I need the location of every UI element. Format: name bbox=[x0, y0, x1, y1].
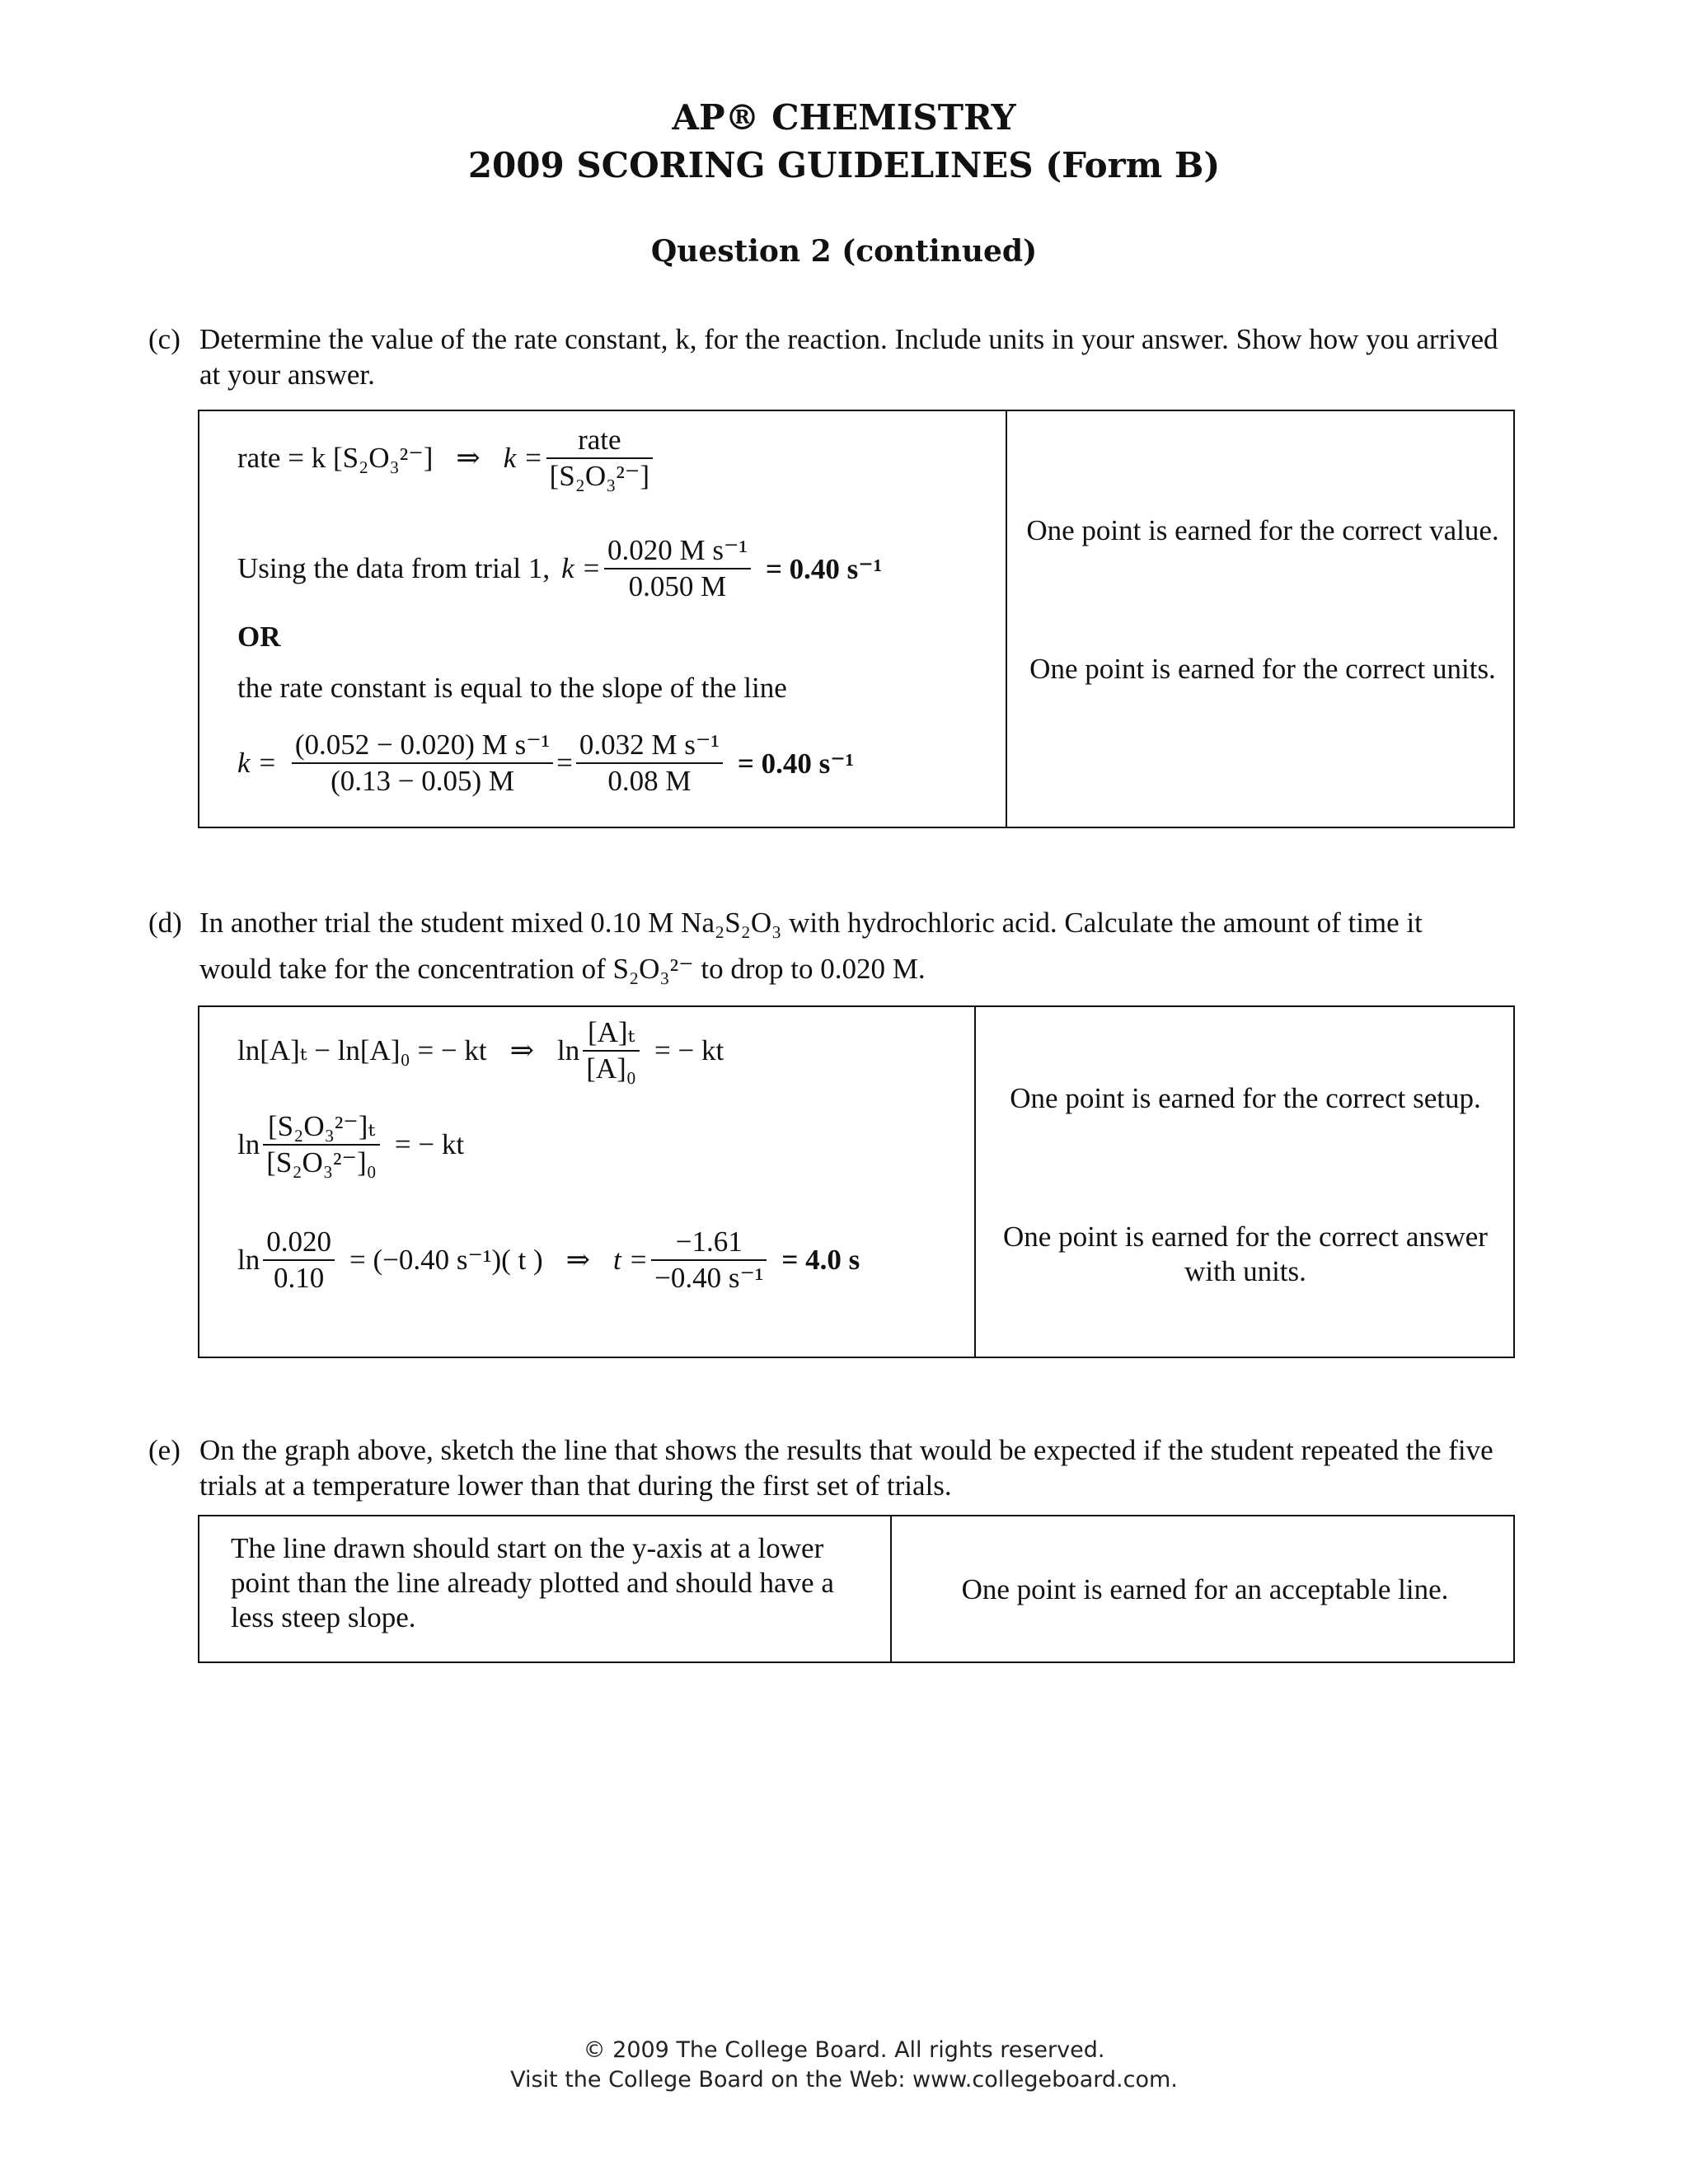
trial1-row bbox=[237, 533, 882, 604]
trial1-numerator: 0.020 M s⁻¹ bbox=[604, 533, 751, 569]
implies-arrow-3: ⇒ bbox=[565, 1244, 590, 1276]
slope-simplified-numerator: 0.032 M s⁻¹ bbox=[576, 728, 723, 764]
part-e-prompt bbox=[148, 1432, 1517, 1507]
part-e-label: (e) bbox=[148, 1434, 181, 1466]
question-heading: Question 2 (continued) bbox=[650, 234, 1038, 269]
part-d-prompt-line1: In another trial the student mixed 0.10 M Na₂S₂O₃ with hydrochloric acid. Calculate the amount of time it bbox=[199, 907, 1423, 939]
slope-numerator: (0.052 − 0.020) M s⁻¹ bbox=[292, 728, 553, 764]
rate-fraction bbox=[546, 423, 653, 494]
ln-3: ln bbox=[237, 1244, 260, 1276]
part-d-label: (d) bbox=[148, 907, 182, 939]
concentration-ratio-row bbox=[237, 1109, 464, 1180]
solve-time-row bbox=[237, 1225, 860, 1296]
page-subtitle: 2009 SCORING GUIDELINES (Form B) bbox=[467, 145, 1221, 185]
part-e-point: One point is earned for an acceptable line. bbox=[961, 1573, 1449, 1605]
k-equals-2: k = bbox=[561, 552, 601, 584]
slope-text: the rate constant is equal to the slope of the line bbox=[237, 672, 787, 704]
part-c-box bbox=[198, 410, 1515, 828]
slope-denominator: (0.13 − 0.05) M bbox=[331, 765, 514, 797]
part-d-divider bbox=[974, 1007, 976, 1357]
implies-arrow: ⇒ bbox=[456, 442, 481, 474]
ratio-numerator: [A]ₜ bbox=[583, 1015, 640, 1052]
ln-2: ln bbox=[237, 1128, 260, 1160]
slope-fraction bbox=[292, 728, 553, 799]
k-equals-3: k = bbox=[237, 747, 277, 779]
part-c-prompt bbox=[148, 321, 1517, 396]
ratio-denominator: [A]₀ bbox=[586, 1052, 637, 1085]
numeric-denominator: 0.10 bbox=[273, 1262, 325, 1294]
integrated-law: ln[A]ₜ − ln[A]₀ = − kt bbox=[237, 1034, 487, 1066]
part-d-point-1: One point is earned for the correct setup. bbox=[1010, 1082, 1481, 1114]
part-c-label: (c) bbox=[148, 323, 181, 355]
time-fraction bbox=[651, 1225, 767, 1296]
numeric-numerator: 0.020 bbox=[263, 1225, 335, 1261]
integrated-law-row bbox=[237, 1015, 724, 1086]
slope-simplified-denominator: 0.08 M bbox=[607, 765, 692, 797]
page-title: AP® CHEMISTRY bbox=[672, 97, 1016, 138]
part-e-prompt-text: On the graph above, sketch the line that shows the results that would be expected if the student repeated the five trials at a temperature lower than that during the first set of trials. bbox=[199, 1434, 1493, 1502]
part-e-divider bbox=[890, 1516, 892, 1661]
footer-copyright: © 2009 The College Board. All rights reserved. bbox=[583, 2037, 1105, 2063]
part-d-point-2: One point is earned for the correct answer with units. bbox=[1003, 1221, 1488, 1287]
concentration-result: = − kt bbox=[394, 1128, 465, 1160]
ratio-fraction bbox=[583, 1015, 640, 1086]
part-c-point-2: One point is earned for the correct units. bbox=[1029, 653, 1496, 685]
ratio-result: = − kt bbox=[654, 1034, 724, 1066]
part-e-answer: The line drawn should start on the y-axis at a lower point than the line already plotted and should have a less steep slope. bbox=[231, 1532, 834, 1633]
rate-law: rate = k [S₂O₃²⁻] bbox=[237, 442, 434, 474]
part-e-box bbox=[198, 1515, 1515, 1663]
footer-website: Visit the College Board on the Web: www.collegeboard.com. bbox=[510, 2067, 1178, 2093]
result-1: = 0.40 s⁻¹ bbox=[765, 552, 883, 585]
slope-calc-row: k = $\frac{\text{(0.052 − 0.020) M s⁻¹}}{(0.13 - 0.05) M}$ = $\frac{\text{0.032 M s⁻¹}}{0.08 M}$ = 0.40 s⁻¹ bbox=[237, 729, 855, 797]
trial1-text: Using the data from trial 1, bbox=[237, 552, 551, 584]
trial1-denominator: 0.050 M bbox=[628, 570, 727, 602]
part-d-prompt-line2: would take for the concentration of S₂O₃²⁻ to drop to 0.020 M. bbox=[199, 953, 926, 985]
k-equals: k = bbox=[503, 442, 543, 474]
time-numerator: −1.61 bbox=[651, 1225, 767, 1261]
numeric-fraction bbox=[263, 1225, 335, 1296]
time-result: = 4.0 s bbox=[781, 1244, 860, 1276]
part-d-prompt bbox=[148, 905, 1517, 987]
rate-law-row bbox=[237, 423, 656, 494]
time-denominator: −0.40 s⁻¹ bbox=[654, 1262, 764, 1294]
result-2: = 0.40 s⁻¹ bbox=[737, 747, 855, 780]
concentration-denominator: [S₂O₃²⁻]₀ bbox=[266, 1146, 377, 1179]
numeric-equation: = (−0.40 s⁻¹)( t ) bbox=[349, 1244, 543, 1276]
t-equals: t = bbox=[612, 1244, 649, 1276]
slope-simplified-fraction bbox=[576, 728, 723, 799]
part-c-point-1: One point is earned for the correct value. bbox=[1026, 514, 1499, 546]
implies-arrow-2: ⇒ bbox=[509, 1034, 534, 1066]
part-c-prompt-text: Determine the value of the rate constant, k, for the reaction. Include units in your answer. Show how you arrived at your answer. bbox=[199, 323, 1498, 391]
part-c-divider bbox=[1006, 411, 1007, 827]
or-label: OR bbox=[237, 621, 281, 653]
rate-fraction-denominator: [S₂O₃²⁻] bbox=[549, 460, 650, 492]
ln-1: ln bbox=[556, 1034, 580, 1066]
trial1-fraction bbox=[604, 533, 751, 604]
concentration-fraction bbox=[263, 1109, 380, 1180]
concentration-numerator: [S₂O₃²⁻]ₜ bbox=[263, 1109, 380, 1146]
part-d-box bbox=[198, 1005, 1515, 1358]
rate-fraction-numerator: rate bbox=[546, 423, 653, 459]
